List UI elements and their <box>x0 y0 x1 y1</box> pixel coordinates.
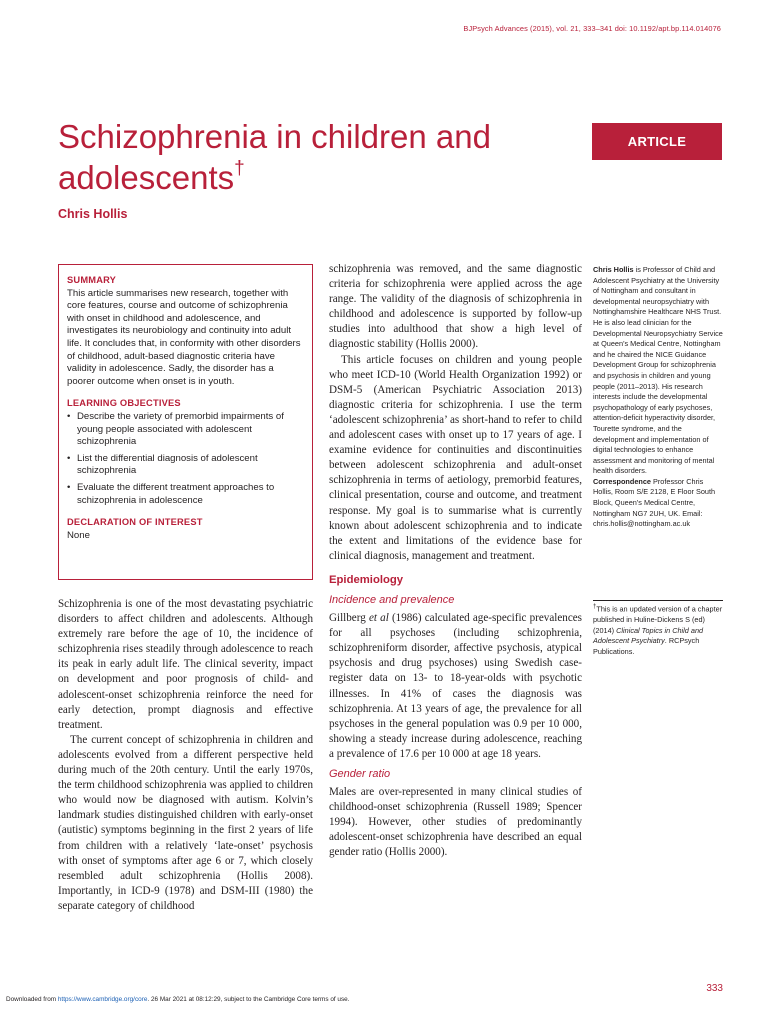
author-sidebar <box>593 265 723 530</box>
download-prefix: Downloaded from <box>6 996 58 1003</box>
subheading-incidence: Incidence and prevalence <box>329 593 455 606</box>
author-bio-text: is Professor of Child and Adolescent Psychiatry at the University of Nottingham and consultant in developmental neuropsychiatry with Nottinghamshire Healthcare NHS Trust. He is also lead clinician for the Developmental Neuropsychiatry Service at Queen’s Medical Centre, Nottingham and he chaired the NICE Guidance Development Group for schizophrenia and psychosis in children and young people (2011–2013). His research interests include the developmental psychopathology of early psychoses, attention-deficit hyperactivity disorder, Tourette syndrome, and the development and implementation of digital technologies to enhance assessment and monitoring of mental health disorders. <box>593 265 723 476</box>
footnote-dagger: † <box>593 603 597 610</box>
title-dagger: † <box>234 158 245 179</box>
correspondence-label: Correspondence <box>593 476 651 486</box>
correspondence-text: Professor Chris Hollis, Room S/E 2128, E Floor South Block, Queen’s Medical Centre, Nottingham NG7 2UH, UK. Email: chris.hollis@nottingham.ac.uk <box>593 476 716 529</box>
objective-item: • Describe the variety of premorbid impairments of young people associated with adolescent schizophrenia <box>67 411 304 449</box>
objective-item: • Evaluate the different treatment approaches to schizophrenia in adolescence <box>67 482 304 507</box>
history-paragraph: The current concept of schizophrenia in children and adolescents evolved from a different perspective held during much of the 20th century. Until the early 1970s, the term childhood schizophrenia was applied to children who would now be diagnosed with autism. Kolvin’s landmark studies distinguished children with early-onset (autistic) symptoms beginning in the first 2 years of life from children with a relatively ‘late-onset’ psychosis with onset of symptoms after age 6 or 7, which closely resembled adult schizophrenia (Hollis 2008). Importantly, in ICD-9 (1978) and DSM-III (1980) the separate category of childhood <box>58 733 313 912</box>
incidence-text: (1986) calculated age-specific prevalences for all psychoses (including schizophrenia, schizophreniform disorder, affective psychosis, atypical psychosis and drug psychoses) using Swedish case-register data on 13- to 18-year-olds with psychotic illnesses. In 41% of cases the diagnosis was schizophrenia. At 13 years of age, the prevalence for all psychoses in the general population was 0.9 per 10 000, showing a steady increase during adolescence, reaching a prevalence of 17.6 per 10 000 at age 18 years. <box>329 612 582 760</box>
citation-author: Gillberg <box>329 612 369 625</box>
author-bio <box>593 265 723 477</box>
validity-paragraph: schizophrenia was removed, and the same diagnostic criteria for schizophrenia were applied across the age range. The validity of the diagnosis of schizophrenia in childhood and adolescence is supported by follow-up studies into adulthood that show a high level of diagnostic stability (Hollis 2000). <box>329 263 582 351</box>
article-title-text: Schizophrenia in children and adolescents <box>58 118 491 196</box>
declaration-heading: DECLARATION OF INTEREST <box>67 517 203 528</box>
footnote <box>593 600 723 657</box>
incidence-paragraph <box>329 611 582 762</box>
declaration-text: None <box>67 529 90 541</box>
summary-heading: SUMMARY <box>67 275 117 285</box>
summary-text: This article summarises new research, together with core features, course and outcome of schizophrenia with onset in childhood and adolescence, and investigates its neurobiology and continuity into adult life. It concludes that, in conformity with other disorders of childhood, adult-based diagnostic criteria have validity in adolescence. Sadly, the disorder has a poorer outcome when onset is in youth. <box>67 287 301 387</box>
summary-box <box>58 264 313 580</box>
citation-et-al: et al <box>368 612 389 625</box>
gender-paragraph: Males are over-represented in many clinical studies of childhood-onset schizophrenia (Russell 1989; Spencer 1994). However, other studies of predominantly adolescent-onset schizophrenia have described an equal gender ratio (Hollis 2000). <box>329 786 582 859</box>
body-column-left <box>58 597 313 914</box>
body-column-middle <box>329 262 582 861</box>
focus-paragraph: This article focuses on children and young people who meet ICD-10 (World Health Organization 1992) or DSM-5 (American Psychiatric Association 2013) diagnostic criteria for schizophrenia. I use the term ‘adolescent schizophrenia’ as short-hand to refer to child and adolescent cases with onset up to 17 years of age. I examine evidence for continuities and discontinuities between adolescent schizophrenia and adult-onset schizophrenia in terms of aetiology, premorbid features, clinical presentation, course and outcome, and treatment response. My goal is to summarise what is currently known about adolescent schizophrenia and to indicate the extent and limitations of the evidence base for clinical diagnosis, management and treatment. <box>329 353 582 562</box>
footnote-text-end: . RCPsych Publications. <box>593 636 700 656</box>
article-title <box>58 116 528 198</box>
intro-paragraph: Schizophrenia is one of the most devastating psychiatric disorders to affect children and adolescents. Although extremely rare before the age of 10, the incidence of schizophrenia rises steadily through adolescence to reach its peak in early adult life. The clinical severity, impact on development and poor prognosis of child- and adolescent-onset schizophrenia reinforce the need for early detection, prompt diagnosis and effective treatment. <box>58 598 313 731</box>
cambridge-core-link[interactable]: https://www.cambridge.org/core <box>57 996 148 1003</box>
article-type-badge: ARTICLE <box>592 123 722 160</box>
footnote-book-title: Clinical Topics in Child and Adolescent Psychiatry <box>593 625 704 646</box>
objectives-list <box>67 411 304 507</box>
objective-item: • List the differential diagnosis of adolescent schizophrenia <box>67 453 304 478</box>
download-notice <box>6 996 350 1003</box>
download-suffix: . 26 Mar 2021 at 08:12:29, subject to the Cambridge Core terms of use. <box>147 996 350 1003</box>
subheading-gender-ratio: Gender ratio <box>329 768 391 780</box>
author-name: Chris Hollis <box>58 207 128 221</box>
footnote-text-start: This is an updated version of a chapter published in Huline-Dickens S (ed) (2014) <box>593 604 723 635</box>
section-heading-epidemiology: Epidemiology <box>329 573 404 586</box>
page-number: 333 <box>706 983 723 994</box>
correspondence <box>593 477 723 530</box>
sidebar-author-name: Chris Hollis <box>593 265 634 274</box>
journal-reference: BJPsych Advances (2015), vol. 21, 333–341 doi: 10.1192/apt.bp.114.014076 <box>463 24 721 33</box>
objectives-heading: LEARNING OBJECTIVES <box>67 398 181 409</box>
